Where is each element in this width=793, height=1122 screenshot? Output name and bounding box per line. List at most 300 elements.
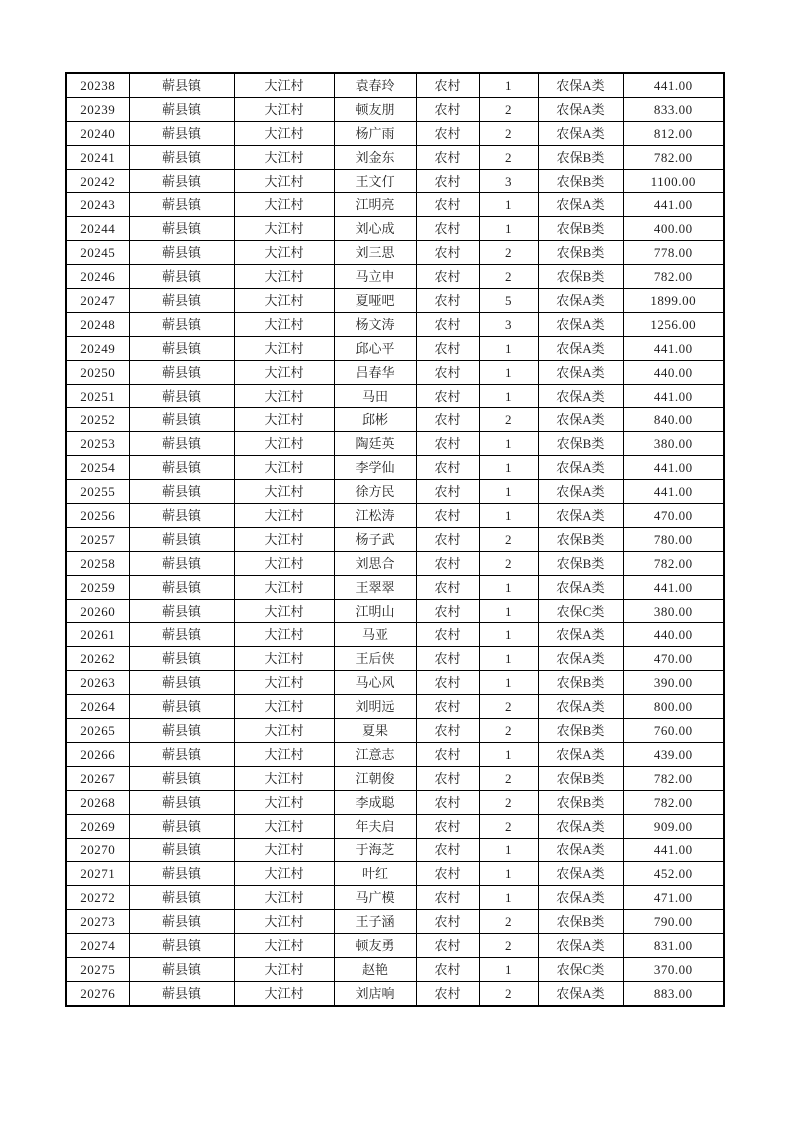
cell-category: 农村	[416, 97, 479, 121]
cell-insurance-type: 农保A类	[538, 934, 623, 958]
cell-category: 农村	[416, 647, 479, 671]
cell-insurance-type: 农保C类	[538, 599, 623, 623]
cell-person-name: 顿友勇	[334, 934, 416, 958]
cell-person-count: 1	[479, 504, 538, 528]
cell-amount: 470.00	[623, 504, 724, 528]
cell-town: 蕲县镇	[129, 169, 234, 193]
cell-insurance-type: 农保A类	[538, 456, 623, 480]
table-row	[66, 408, 724, 432]
table-row	[66, 551, 724, 575]
table-row	[66, 599, 724, 623]
cell-record-id: 20271	[66, 862, 129, 886]
cell-insurance-type: 农保A类	[538, 408, 623, 432]
cell-insurance-type: 农保A类	[538, 814, 623, 838]
cell-person-name: 刘店响	[334, 981, 416, 1005]
cell-person-name: 马心风	[334, 671, 416, 695]
cell-village: 大江村	[234, 766, 334, 790]
cell-category: 农村	[416, 336, 479, 360]
cell-category: 农村	[416, 121, 479, 145]
cell-town: 蕲县镇	[129, 504, 234, 528]
cell-category: 农村	[416, 360, 479, 384]
cell-amount: 441.00	[623, 575, 724, 599]
cell-insurance-type: 农保A类	[538, 73, 623, 97]
cell-town: 蕲县镇	[129, 193, 234, 217]
cell-category: 农村	[416, 169, 479, 193]
cell-category: 农村	[416, 527, 479, 551]
cell-town: 蕲县镇	[129, 719, 234, 743]
insurance-payment-table	[65, 72, 725, 1007]
cell-insurance-type: 农保A类	[538, 981, 623, 1005]
cell-record-id: 20273	[66, 910, 129, 934]
cell-town: 蕲县镇	[129, 217, 234, 241]
cell-village: 大江村	[234, 73, 334, 97]
cell-town: 蕲县镇	[129, 934, 234, 958]
table-row	[66, 695, 724, 719]
cell-person-count: 1	[479, 480, 538, 504]
cell-amount: 812.00	[623, 121, 724, 145]
cell-town: 蕲县镇	[129, 623, 234, 647]
cell-record-id: 20275	[66, 957, 129, 981]
cell-insurance-type: 农保A类	[538, 336, 623, 360]
cell-record-id: 20248	[66, 312, 129, 336]
cell-person-count: 3	[479, 169, 538, 193]
cell-record-id: 20255	[66, 480, 129, 504]
cell-person-name: 马广模	[334, 886, 416, 910]
table-row	[66, 265, 724, 289]
cell-town: 蕲县镇	[129, 575, 234, 599]
cell-town: 蕲县镇	[129, 814, 234, 838]
cell-town: 蕲县镇	[129, 981, 234, 1005]
cell-town: 蕲县镇	[129, 432, 234, 456]
cell-town: 蕲县镇	[129, 97, 234, 121]
cell-person-count: 1	[479, 957, 538, 981]
cell-person-name: 江意志	[334, 742, 416, 766]
cell-insurance-type: 农保A类	[538, 121, 623, 145]
cell-insurance-type: 农保A类	[538, 193, 623, 217]
cell-record-id: 20266	[66, 742, 129, 766]
cell-person-count: 2	[479, 527, 538, 551]
cell-category: 农村	[416, 432, 479, 456]
table-row	[66, 121, 724, 145]
cell-village: 大江村	[234, 312, 334, 336]
cell-category: 农村	[416, 456, 479, 480]
cell-amount: 471.00	[623, 886, 724, 910]
cell-person-count: 1	[479, 384, 538, 408]
cell-record-id: 20265	[66, 719, 129, 743]
cell-person-name: 杨广雨	[334, 121, 416, 145]
cell-amount: 390.00	[623, 671, 724, 695]
cell-village: 大江村	[234, 480, 334, 504]
cell-person-name: 江明亮	[334, 193, 416, 217]
cell-record-id: 20253	[66, 432, 129, 456]
cell-town: 蕲县镇	[129, 336, 234, 360]
cell-category: 农村	[416, 241, 479, 265]
cell-village: 大江村	[234, 910, 334, 934]
cell-category: 农村	[416, 790, 479, 814]
cell-person-name: 江朝俊	[334, 766, 416, 790]
cell-village: 大江村	[234, 432, 334, 456]
cell-person-count: 1	[479, 193, 538, 217]
cell-village: 大江村	[234, 957, 334, 981]
cell-town: 蕲县镇	[129, 886, 234, 910]
cell-town: 蕲县镇	[129, 289, 234, 313]
table-row	[66, 169, 724, 193]
cell-village: 大江村	[234, 575, 334, 599]
cell-person-name: 袁春玲	[334, 73, 416, 97]
cell-village: 大江村	[234, 145, 334, 169]
cell-town: 蕲县镇	[129, 73, 234, 97]
cell-amount: 790.00	[623, 910, 724, 934]
cell-person-name: 江明山	[334, 599, 416, 623]
cell-person-name: 李学仙	[334, 456, 416, 480]
table-row	[66, 289, 724, 313]
cell-village: 大江村	[234, 384, 334, 408]
cell-person-name: 于海芝	[334, 838, 416, 862]
cell-category: 农村	[416, 265, 479, 289]
cell-insurance-type: 农保B类	[538, 790, 623, 814]
cell-person-count: 2	[479, 695, 538, 719]
cell-category: 农村	[416, 862, 479, 886]
cell-town: 蕲县镇	[129, 599, 234, 623]
table-row	[66, 981, 724, 1005]
cell-person-name: 徐方民	[334, 480, 416, 504]
cell-category: 农村	[416, 312, 479, 336]
cell-insurance-type: 农保B类	[538, 145, 623, 169]
cell-record-id: 20239	[66, 97, 129, 121]
cell-category: 农村	[416, 551, 479, 575]
cell-town: 蕲县镇	[129, 480, 234, 504]
cell-amount: 909.00	[623, 814, 724, 838]
cell-person-count: 1	[479, 217, 538, 241]
cell-insurance-type: 农保A类	[538, 623, 623, 647]
cell-village: 大江村	[234, 504, 334, 528]
cell-person-count: 2	[479, 814, 538, 838]
cell-insurance-type: 农保B类	[538, 432, 623, 456]
cell-person-count: 1	[479, 742, 538, 766]
cell-person-name: 王文仃	[334, 169, 416, 193]
cell-village: 大江村	[234, 217, 334, 241]
cell-insurance-type: 农保A类	[538, 289, 623, 313]
cell-village: 大江村	[234, 169, 334, 193]
cell-record-id: 20260	[66, 599, 129, 623]
cell-record-id: 20257	[66, 527, 129, 551]
cell-person-count: 2	[479, 910, 538, 934]
cell-category: 农村	[416, 193, 479, 217]
cell-village: 大江村	[234, 671, 334, 695]
table-row	[66, 862, 724, 886]
cell-person-name: 刘心成	[334, 217, 416, 241]
cell-village: 大江村	[234, 814, 334, 838]
cell-amount: 441.00	[623, 838, 724, 862]
cell-person-name: 刘思合	[334, 551, 416, 575]
table-row	[66, 336, 724, 360]
cell-record-id: 20243	[66, 193, 129, 217]
cell-person-count: 2	[479, 121, 538, 145]
cell-category: 农村	[416, 145, 479, 169]
cell-person-name: 王子涵	[334, 910, 416, 934]
table-row	[66, 886, 724, 910]
table-row	[66, 934, 724, 958]
cell-person-name: 年夫启	[334, 814, 416, 838]
cell-record-id: 20241	[66, 145, 129, 169]
cell-category: 农村	[416, 886, 479, 910]
cell-insurance-type: 农保A类	[538, 384, 623, 408]
cell-person-count: 1	[479, 575, 538, 599]
cell-insurance-type: 农保B类	[538, 551, 623, 575]
cell-person-count: 1	[479, 456, 538, 480]
cell-village: 大江村	[234, 599, 334, 623]
table-row	[66, 73, 724, 97]
cell-town: 蕲县镇	[129, 456, 234, 480]
cell-record-id: 20247	[66, 289, 129, 313]
table-row	[66, 97, 724, 121]
cell-village: 大江村	[234, 97, 334, 121]
cell-record-id: 20274	[66, 934, 129, 958]
cell-person-count: 1	[479, 647, 538, 671]
cell-person-name: 王翠翠	[334, 575, 416, 599]
cell-category: 农村	[416, 575, 479, 599]
table-row	[66, 623, 724, 647]
cell-person-name: 刘三思	[334, 241, 416, 265]
table-row	[66, 766, 724, 790]
cell-amount: 883.00	[623, 981, 724, 1005]
cell-person-count: 2	[479, 241, 538, 265]
cell-town: 蕲县镇	[129, 121, 234, 145]
table-row	[66, 456, 724, 480]
cell-insurance-type: 农保A类	[538, 742, 623, 766]
table-row	[66, 480, 724, 504]
cell-amount: 441.00	[623, 336, 724, 360]
cell-insurance-type: 农保A类	[538, 312, 623, 336]
cell-insurance-type: 农保B类	[538, 217, 623, 241]
table-row	[66, 790, 724, 814]
cell-village: 大江村	[234, 289, 334, 313]
cell-person-count: 2	[479, 790, 538, 814]
cell-person-name: 邱彬	[334, 408, 416, 432]
cell-amount: 1899.00	[623, 289, 724, 313]
cell-insurance-type: 农保B类	[538, 910, 623, 934]
cell-amount: 782.00	[623, 145, 724, 169]
table-row	[66, 814, 724, 838]
cell-person-count: 2	[479, 981, 538, 1005]
cell-person-name: 刘明远	[334, 695, 416, 719]
cell-town: 蕲县镇	[129, 957, 234, 981]
cell-person-name: 马田	[334, 384, 416, 408]
cell-category: 农村	[416, 480, 479, 504]
cell-village: 大江村	[234, 862, 334, 886]
cell-village: 大江村	[234, 719, 334, 743]
cell-person-name: 刘金东	[334, 145, 416, 169]
table-row	[66, 241, 724, 265]
cell-insurance-type: 农保A类	[538, 838, 623, 862]
cell-person-count: 1	[479, 599, 538, 623]
cell-record-id: 20256	[66, 504, 129, 528]
cell-town: 蕲县镇	[129, 790, 234, 814]
cell-town: 蕲县镇	[129, 838, 234, 862]
cell-village: 大江村	[234, 742, 334, 766]
cell-insurance-type: 农保A类	[538, 695, 623, 719]
cell-category: 农村	[416, 981, 479, 1005]
cell-amount: 441.00	[623, 456, 724, 480]
cell-insurance-type: 农保A类	[538, 575, 623, 599]
cell-amount: 800.00	[623, 695, 724, 719]
table-body	[66, 73, 724, 1006]
cell-town: 蕲县镇	[129, 742, 234, 766]
cell-person-count: 2	[479, 551, 538, 575]
cell-village: 大江村	[234, 456, 334, 480]
cell-amount: 782.00	[623, 551, 724, 575]
cell-category: 农村	[416, 742, 479, 766]
cell-village: 大江村	[234, 121, 334, 145]
cell-category: 农村	[416, 384, 479, 408]
cell-person-name: 顿友朋	[334, 97, 416, 121]
cell-person-count: 1	[479, 838, 538, 862]
cell-insurance-type: 农保A类	[538, 360, 623, 384]
cell-village: 大江村	[234, 790, 334, 814]
cell-amount: 440.00	[623, 623, 724, 647]
cell-person-name: 王后侠	[334, 647, 416, 671]
cell-category: 农村	[416, 766, 479, 790]
cell-village: 大江村	[234, 647, 334, 671]
cell-record-id: 20240	[66, 121, 129, 145]
cell-record-id: 20249	[66, 336, 129, 360]
table-row	[66, 217, 724, 241]
table-row	[66, 527, 724, 551]
cell-category: 农村	[416, 623, 479, 647]
cell-insurance-type: 农保A类	[538, 504, 623, 528]
table-row	[66, 910, 724, 934]
cell-village: 大江村	[234, 265, 334, 289]
cell-amount: 833.00	[623, 97, 724, 121]
cell-town: 蕲县镇	[129, 408, 234, 432]
cell-village: 大江村	[234, 981, 334, 1005]
cell-person-name: 邱心平	[334, 336, 416, 360]
cell-record-id: 20242	[66, 169, 129, 193]
cell-town: 蕲县镇	[129, 551, 234, 575]
table-row	[66, 838, 724, 862]
cell-person-name: 夏哑吧	[334, 289, 416, 313]
cell-category: 农村	[416, 719, 479, 743]
cell-town: 蕲县镇	[129, 145, 234, 169]
cell-person-name: 吕春华	[334, 360, 416, 384]
cell-person-count: 1	[479, 360, 538, 384]
table-row	[66, 957, 724, 981]
cell-insurance-type: 农保B类	[538, 265, 623, 289]
cell-person-name: 江松涛	[334, 504, 416, 528]
cell-amount: 760.00	[623, 719, 724, 743]
table-row	[66, 193, 724, 217]
cell-person-count: 5	[479, 289, 538, 313]
cell-village: 大江村	[234, 527, 334, 551]
cell-village: 大江村	[234, 695, 334, 719]
cell-insurance-type: 农保B类	[538, 766, 623, 790]
cell-town: 蕲县镇	[129, 671, 234, 695]
cell-person-name: 赵艳	[334, 957, 416, 981]
cell-insurance-type: 农保C类	[538, 957, 623, 981]
table-row	[66, 312, 724, 336]
cell-person-count: 2	[479, 766, 538, 790]
cell-record-id: 20276	[66, 981, 129, 1005]
table-row	[66, 384, 724, 408]
cell-village: 大江村	[234, 551, 334, 575]
cell-town: 蕲县镇	[129, 695, 234, 719]
cell-amount: 780.00	[623, 527, 724, 551]
cell-record-id: 20272	[66, 886, 129, 910]
cell-record-id: 20245	[66, 241, 129, 265]
cell-amount: 452.00	[623, 862, 724, 886]
cell-amount: 441.00	[623, 480, 724, 504]
cell-town: 蕲县镇	[129, 527, 234, 551]
cell-category: 农村	[416, 957, 479, 981]
cell-person-count: 2	[479, 97, 538, 121]
cell-record-id: 20262	[66, 647, 129, 671]
cell-town: 蕲县镇	[129, 265, 234, 289]
cell-record-id: 20251	[66, 384, 129, 408]
cell-category: 农村	[416, 408, 479, 432]
cell-record-id: 20258	[66, 551, 129, 575]
cell-person-count: 1	[479, 623, 538, 647]
cell-insurance-type: 农保B类	[538, 527, 623, 551]
cell-person-count: 1	[479, 432, 538, 456]
cell-insurance-type: 农保A类	[538, 647, 623, 671]
cell-town: 蕲县镇	[129, 647, 234, 671]
table-row	[66, 145, 724, 169]
cell-person-name: 马亚	[334, 623, 416, 647]
cell-person-count: 1	[479, 671, 538, 695]
cell-insurance-type: 农保B类	[538, 241, 623, 265]
table-row	[66, 671, 724, 695]
cell-record-id: 20261	[66, 623, 129, 647]
cell-amount: 1100.00	[623, 169, 724, 193]
cell-amount: 440.00	[623, 360, 724, 384]
cell-insurance-type: 农保B类	[538, 719, 623, 743]
cell-insurance-type: 农保A类	[538, 97, 623, 121]
cell-category: 农村	[416, 73, 479, 97]
cell-amount: 470.00	[623, 647, 724, 671]
cell-village: 大江村	[234, 934, 334, 958]
cell-amount: 380.00	[623, 432, 724, 456]
cell-person-name: 叶红	[334, 862, 416, 886]
cell-amount: 782.00	[623, 790, 724, 814]
table-row	[66, 504, 724, 528]
cell-person-name: 杨子武	[334, 527, 416, 551]
cell-insurance-type: 农保B类	[538, 671, 623, 695]
cell-amount: 400.00	[623, 217, 724, 241]
cell-insurance-type: 农保A类	[538, 886, 623, 910]
cell-town: 蕲县镇	[129, 241, 234, 265]
cell-amount: 441.00	[623, 193, 724, 217]
cell-town: 蕲县镇	[129, 910, 234, 934]
table-row	[66, 432, 724, 456]
cell-category: 农村	[416, 838, 479, 862]
cell-record-id: 20238	[66, 73, 129, 97]
cell-person-count: 1	[479, 886, 538, 910]
cell-village: 大江村	[234, 886, 334, 910]
cell-town: 蕲县镇	[129, 360, 234, 384]
cell-record-id: 20268	[66, 790, 129, 814]
cell-amount: 380.00	[623, 599, 724, 623]
cell-record-id: 20244	[66, 217, 129, 241]
cell-person-count: 2	[479, 145, 538, 169]
cell-town: 蕲县镇	[129, 384, 234, 408]
cell-record-id: 20250	[66, 360, 129, 384]
cell-record-id: 20254	[66, 456, 129, 480]
cell-person-name: 李成聪	[334, 790, 416, 814]
cell-amount: 782.00	[623, 265, 724, 289]
cell-person-count: 2	[479, 408, 538, 432]
cell-person-count: 1	[479, 73, 538, 97]
cell-town: 蕲县镇	[129, 766, 234, 790]
